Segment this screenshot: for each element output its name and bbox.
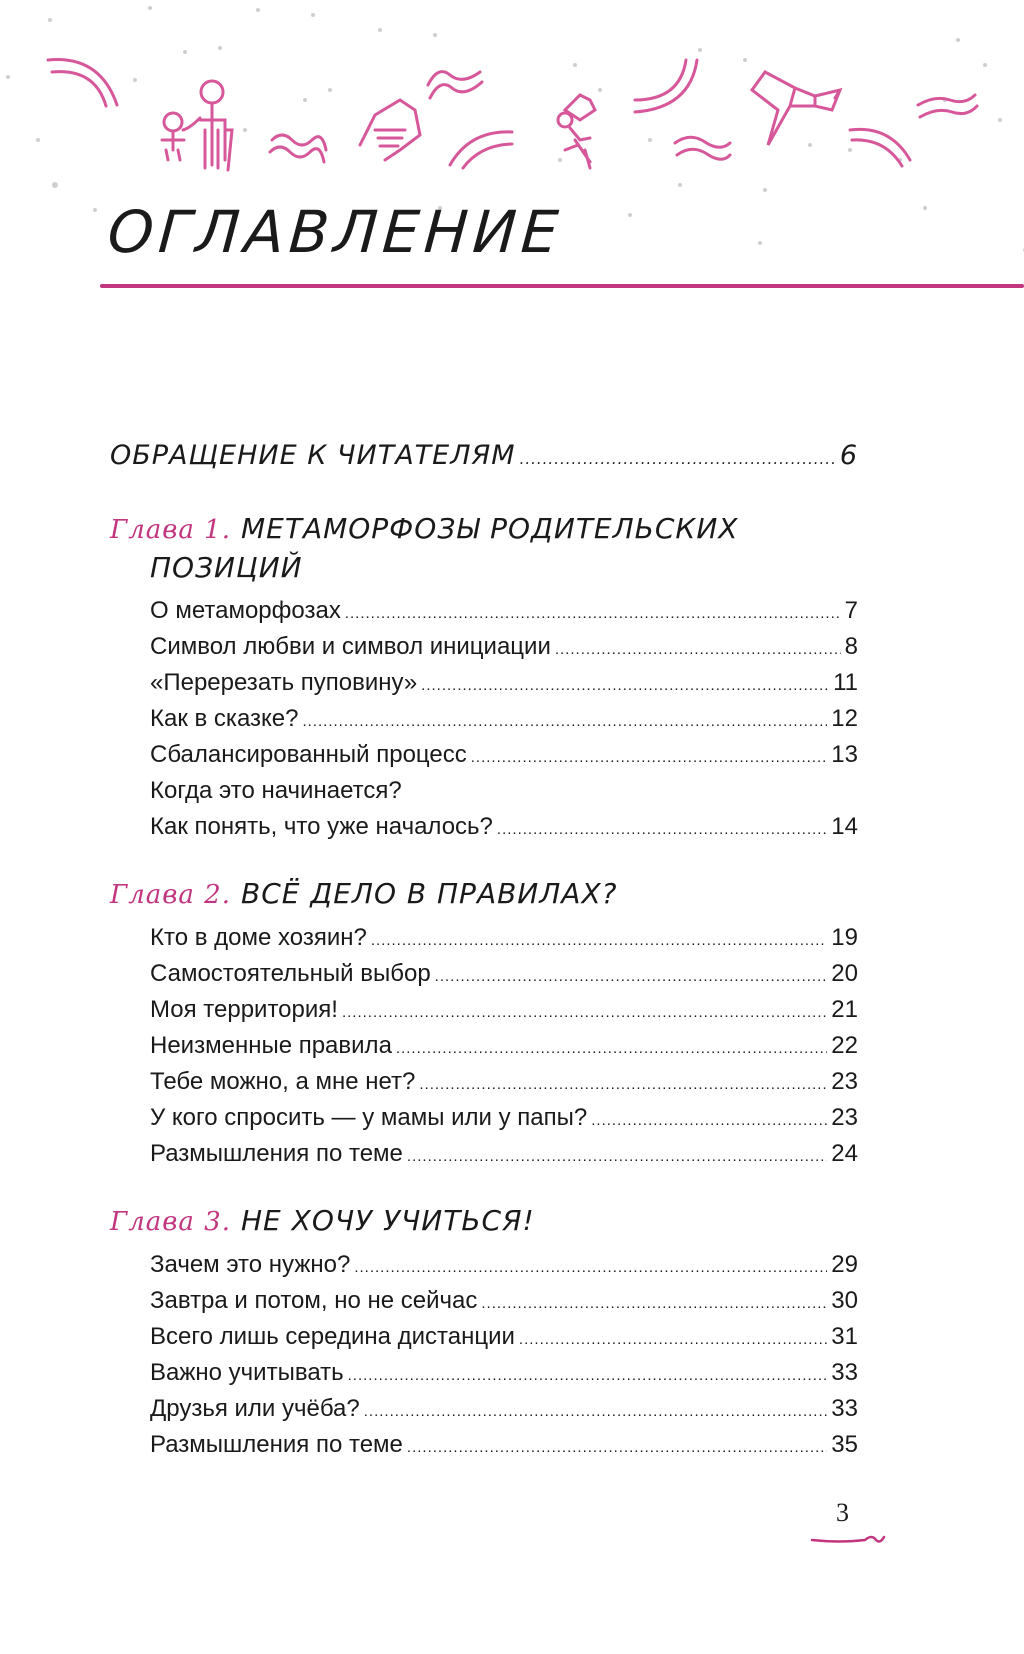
page-number: 3 [836,1498,849,1527]
leader-dots [348,1358,828,1394]
toc-entry-label: Кто в доме хозяин? [150,924,367,951]
chapter-heading-1[interactable] [110,510,858,587]
toc-page-number: 11 [833,669,858,696]
toc-entry[interactable] [150,665,858,701]
leader-dots [407,1139,827,1175]
toc-page-number: 29 [831,1251,858,1278]
chapter-title: НЕ ХОЧУ УЧИТЬСЯ! [240,1204,535,1237]
page-title: ОГЛАВЛЕНИЕ [105,198,566,266]
toc-entry[interactable] [150,1319,858,1355]
toc-entry-label: Как понять, что уже началось? [150,813,493,840]
toc-page-number: 12 [831,705,858,732]
toc-entry-label: У кого спросить — у мамы или у папы? [150,1104,588,1131]
toc-entry[interactable] [150,1391,858,1427]
toc-entry-label: Размышления по теме [150,1140,403,1167]
toc-page-number: 35 [831,1431,858,1458]
leader-dots [342,995,827,1031]
toc-entry-label: «Перерезать пуповину» [150,669,418,696]
toc-page-number: 24 [831,1140,858,1167]
toc-entry[interactable] [150,1427,858,1463]
toc-entry[interactable] [150,737,858,773]
toc-entry-label: Неизменные правила [150,1032,392,1059]
toc-entry-label: Тебе можно, а мне нет? [150,1068,416,1095]
toc-entry-label: Размышления по теме [150,1431,403,1458]
chapter-1-items [110,593,858,845]
leader-dots [591,1103,827,1139]
toc-page-number: 21 [831,996,858,1023]
toc-intro-entry[interactable] [110,440,858,480]
leader-dots [520,450,836,468]
chapter-heading-2[interactable] [110,875,858,914]
toc-page-number: 7 [844,597,858,624]
leader-dots [345,596,841,632]
toc-entry-label: Важно учитывать [150,1359,344,1386]
leader-dots [419,1067,827,1103]
swash-underline-icon [810,1528,890,1548]
toc-entry-label: Завтра и потом, но не сейчас [150,1287,478,1314]
leader-dots [371,923,827,959]
table-of-contents [110,440,858,1463]
toc-entry-label: Друзья или учёба? [150,1395,360,1422]
toc-page-number: 30 [831,1287,858,1314]
leader-dots [497,812,827,848]
leader-dots [481,1286,827,1322]
leader-dots [407,1430,827,1466]
chapter-2-items [110,920,858,1172]
leader-dots [421,668,829,704]
chapter-title: ВСЁ ДЕЛО В ПРАВИЛАХ? [240,877,618,910]
toc-entry[interactable] [150,1064,858,1100]
toc-entry-label: Моя территория! [150,996,338,1023]
toc-entry-label: Как в сказке? [150,705,299,732]
leader-dots [364,1394,828,1430]
toc-entry[interactable] [150,920,858,956]
toc-entry-label: Когда это начинается? [150,777,402,804]
toc-entry[interactable] [150,1100,858,1136]
leader-dots [471,740,828,776]
toc-page-number: 13 [831,741,858,768]
toc-page-number: 20 [831,960,858,987]
toc-entry[interactable] [150,809,858,845]
toc-page-number: 23 [831,1068,858,1095]
toc-page-number: 22 [831,1032,858,1059]
toc-page-number: 14 [831,813,858,840]
toc-entry[interactable] [150,992,858,1028]
chapter-number: Глава 3. [110,1207,231,1237]
toc-page-number: 6 [839,440,858,471]
toc-entry[interactable] [150,1247,858,1283]
toc-page-number: 8 [844,633,858,660]
toc-entry-label: Самостоятельный выбор [150,960,431,987]
toc-entry[interactable] [150,593,858,629]
toc-entry-label: Символ любви и символ инициации [150,633,551,660]
toc-page-number: 31 [831,1323,858,1350]
toc-page-number: 23 [831,1104,858,1131]
toc-entry-label: О метаморфозах [150,597,341,624]
leader-dots [354,1250,827,1286]
toc-entry-label: Всего лишь середина дистанции [150,1323,515,1350]
toc-entry-label: Сбалансированный процесс [150,741,467,768]
toc-entry-label: ОБРАЩЕНИЕ К ЧИТАТЕЛЯМ [110,440,516,471]
title-underline [100,284,1024,288]
toc-entry[interactable] [150,1355,858,1391]
toc-entry[interactable] [150,1136,858,1172]
toc-entry[interactable] [150,1283,858,1319]
toc-entry[interactable] [150,629,858,665]
leader-dots [519,1322,827,1358]
chapter-title-continued: ПОЗИЦИЙ [150,551,303,584]
chapter-heading-3[interactable] [110,1202,858,1241]
toc-entry[interactable] [150,956,858,992]
toc-entry-label: Зачем это нужно? [150,1251,351,1278]
leader-dots [303,704,828,740]
chapter-number: Глава 1. [110,515,231,545]
chapter-3-items [110,1247,858,1463]
toc-page-number: 19 [831,924,858,951]
leader-dots [396,1031,827,1067]
leader-dots [435,959,828,995]
toc-page-number: 33 [831,1359,858,1386]
chapter-number: Глава 2. [110,880,231,910]
toc-entry[interactable] [150,773,858,809]
toc-entry[interactable] [150,701,858,737]
toc-entry[interactable] [150,1028,858,1064]
toc-page-number: 33 [831,1395,858,1422]
leader-dots [555,632,841,668]
chapter-title: МЕТАМОРФОЗЫ РОДИТЕЛЬСКИХ [240,512,739,545]
